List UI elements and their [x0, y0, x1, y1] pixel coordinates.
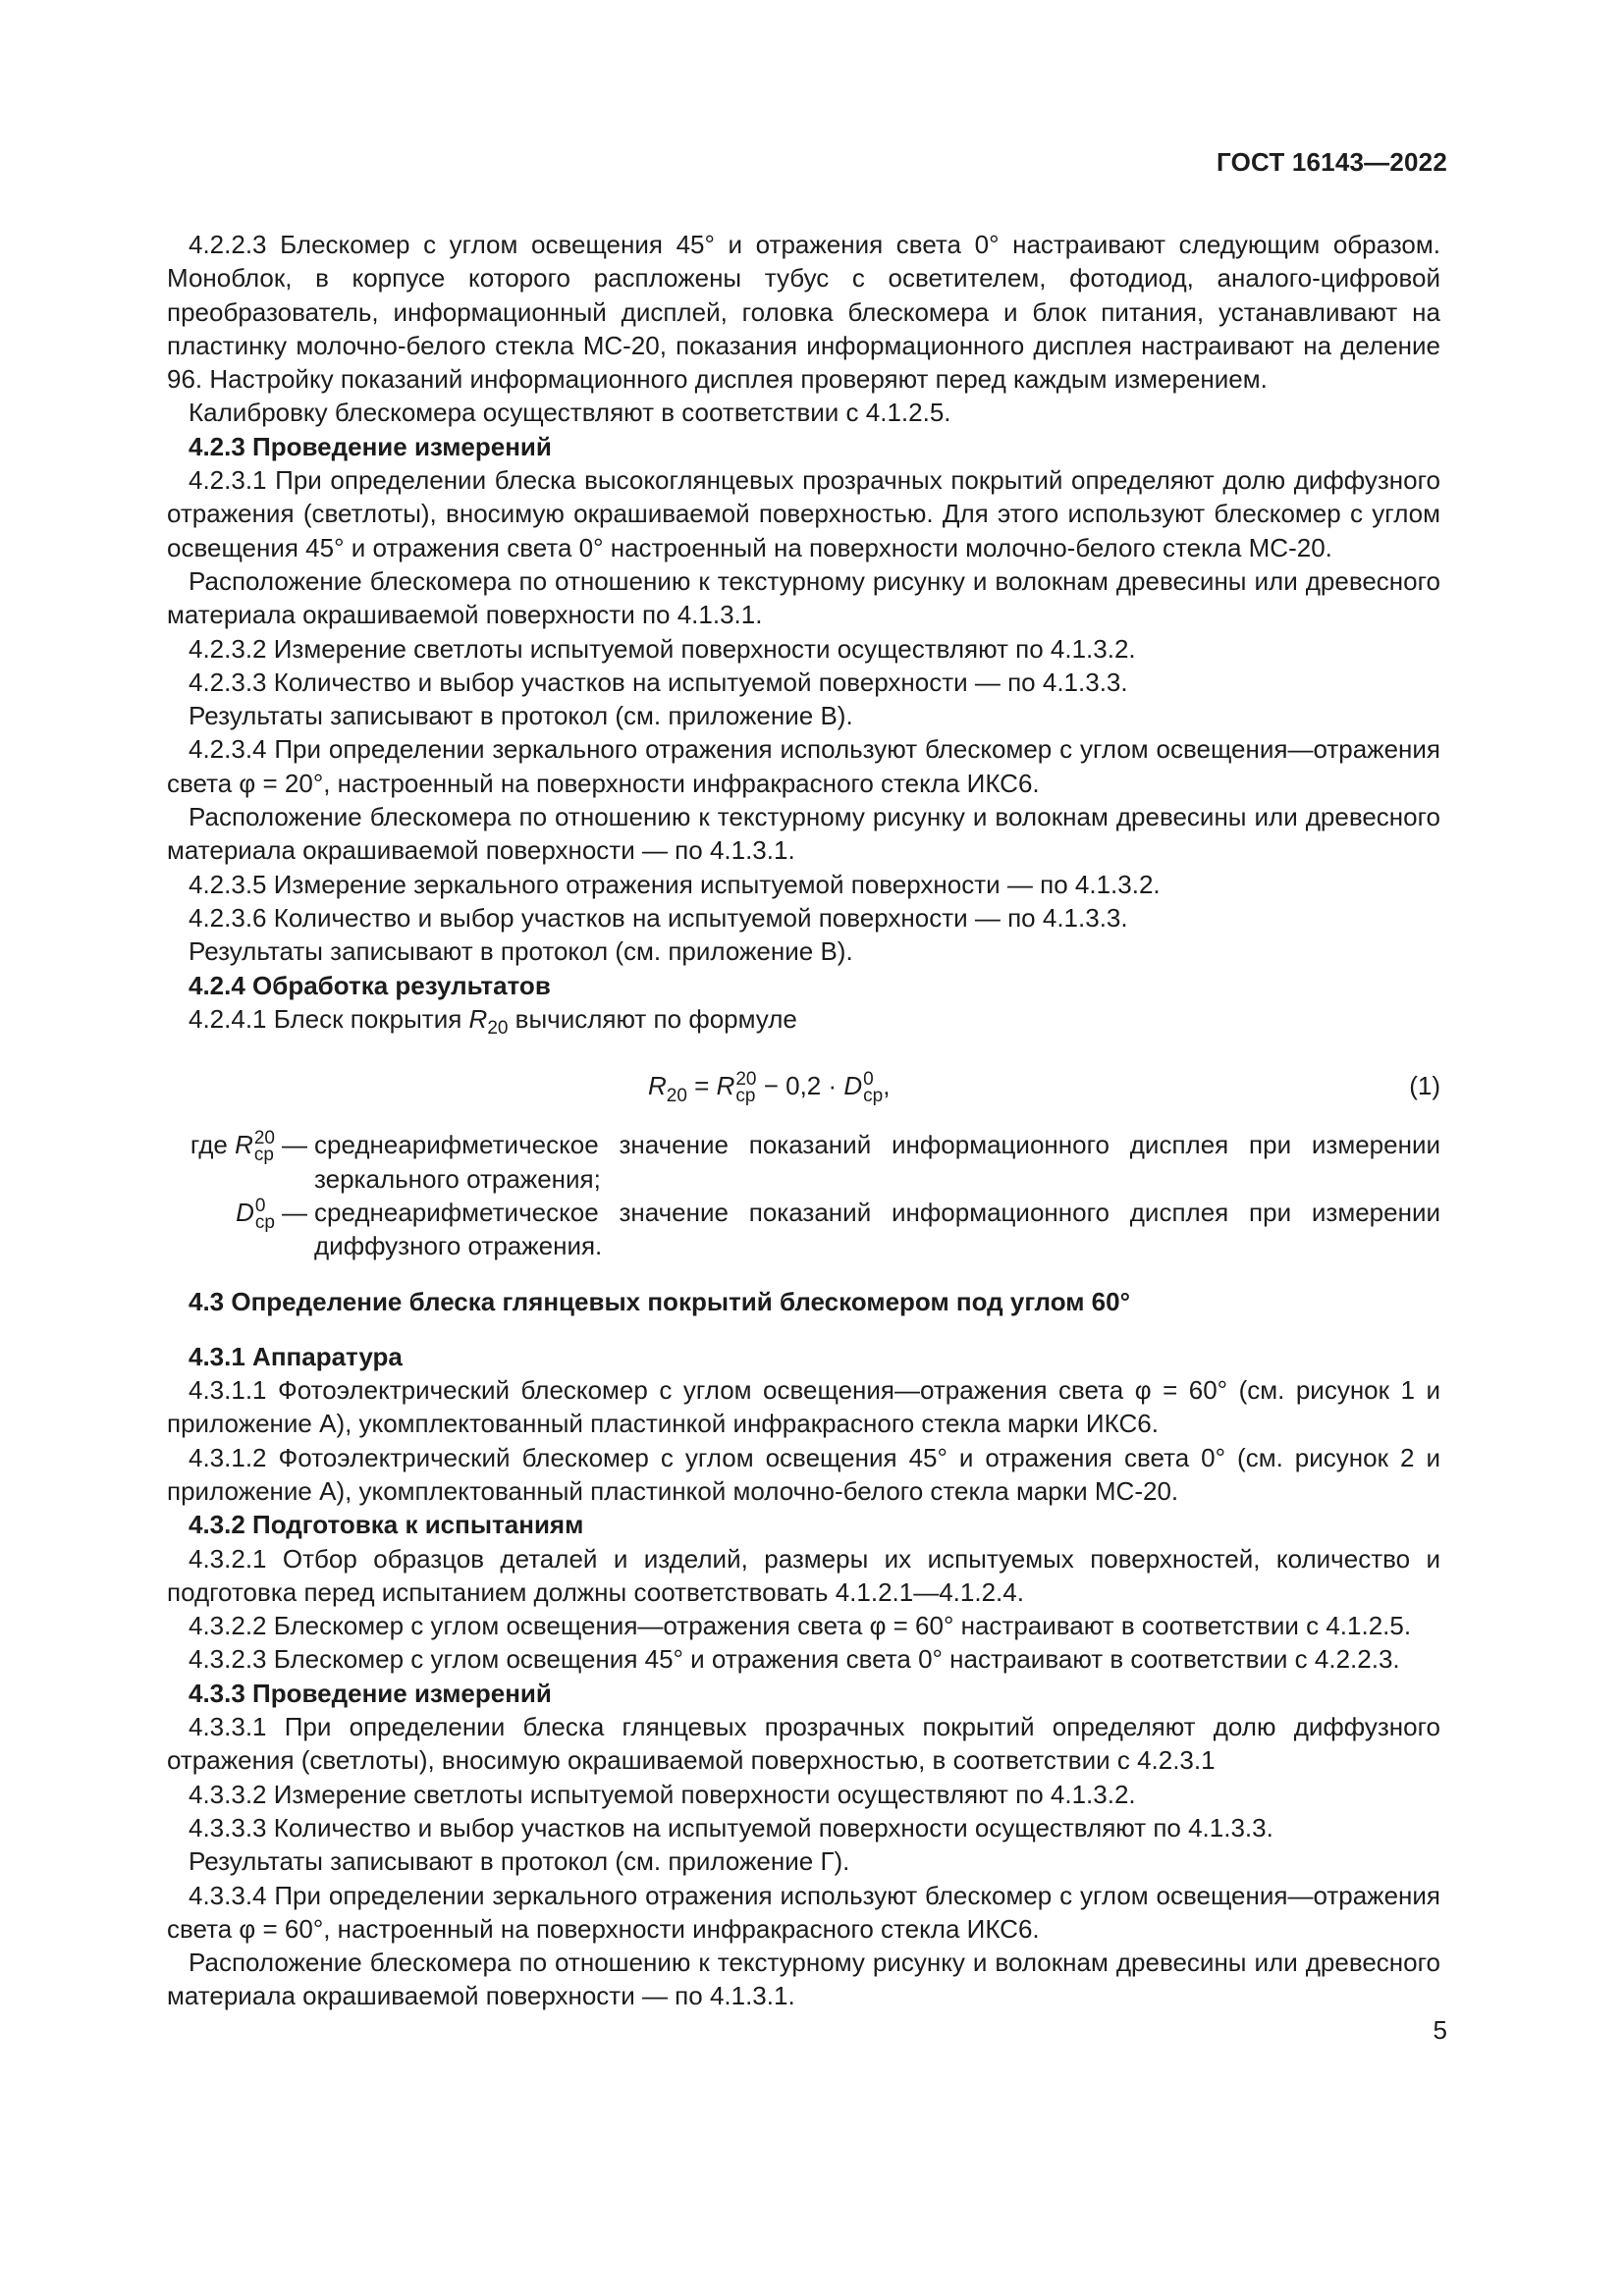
definition-r-sup: 20: [253, 1128, 275, 1149]
heading-4-2-3: 4.2.3 Проведение измерений: [189, 431, 552, 461]
heading-4-3-1: 4.3.1 Аппаратура: [189, 1341, 403, 1371]
definition-d-text: среднеарифметическое значение показаний информационного дисплея при измерении диффузного отражения.: [314, 1197, 1440, 1261]
paragraph-calibration: Калибровку блескомера осуществляют в соответствии с 4.1.2.5.: [189, 398, 951, 428]
formula-equals: =: [686, 1071, 717, 1101]
paragraph-4-3-3-2: 4.3.3.2 Измерение светлоты испытуемой поверхности осуществляют по 4.1.3.2.: [189, 1779, 1136, 1809]
formula-lhs-subscript: 20: [666, 1085, 687, 1106]
formula-d-sup: 0: [863, 1069, 874, 1091]
formula-d-indices: [863, 1069, 884, 1107]
heading-4-3-3: 4.3.3 Проведение измерений: [189, 1678, 552, 1708]
definition-r-dash: —: [282, 1130, 307, 1160]
paragraph-4-2-3-4-position: Расположение блескомера по отношению к текстурному рисунку и волокнам древесины или древесного материала окрашиваемой поверхности — по 4.1.3.1.: [167, 802, 1440, 866]
paragraph-4-2-2-3: 4.2.2.3 Блескомер с углом освещения 45° и отражения света 0° настраивают следующим образом. Моноблок, в корпусе которого распложены тубус с осветителем, фотодиод, аналого-цифровой преобразователь, информационный дисплей, головка блескомера и блок питания, устанавливают на пластинку молочно-белого стекла МС-20, показания информационного дисплея настраивают на деление 96. Настройку показаний информационного дисплея проверяют перед каждым измерением.: [167, 230, 1440, 395]
paragraph-4-3-1-1: 4.3.1.1 Фотоэлектрический блескомер с углом освещения—отражения света φ = 60° (см. рисунок 1 и приложение А), укомплектованный пластинкой инфракрасного стекла марки ИКС6.: [167, 1375, 1440, 1439]
formula-r-sup: 20: [735, 1069, 757, 1091]
formula-end: ,: [883, 1071, 891, 1101]
paragraph-4-3-1-2: 4.3.1.2 Фотоэлектрический блескомер с углом освещения 45° и отражения света 0° (см. рисунок 2 и приложение А), укомплектованный пластинкой молочно-белого стекла марки МС-20.: [167, 1442, 1440, 1506]
paragraph-4-2-3-5: 4.2.3.5 Измерение зеркального отражения испытуемой поверхности — по 4.1.3.2.: [189, 869, 1161, 899]
paragraph-4-3-3-1: 4.3.3.1 При определении блеска глянцевых прозрачных покрытий определяют долю диффузного отражения (светлоты), вносимую окрашиваемой поверхностью, в соответствии с 4.2.3.1: [167, 1712, 1440, 1776]
definition-d-sup: 0: [254, 1196, 266, 1217]
paragraph-4-2-3-6-results: Результаты записывают в протокол (см. приложение В).: [189, 936, 853, 967]
definition-d: [167, 1196, 1440, 1263]
paragraph-4-2-3-6: 4.2.3.6 Количество и выбор участков на испытуемой поверхности — по 4.1.3.3.: [189, 902, 1128, 933]
formula-r-indices: [735, 1069, 757, 1107]
paragraph-4-3-3-4-position: Расположение блескомера по отношению к текстурному рисунку и волокнам древесины или древесного материала окрашиваемой поверхности — по 4.1.3.1.: [167, 1948, 1440, 2011]
heading-4-2-4: 4.2.4 Обработка результатов: [189, 970, 551, 1000]
formula-expression: [648, 1069, 890, 1112]
definition-r-sub: ср: [253, 1145, 274, 1166]
definition-r-symbol: [167, 1128, 275, 1166]
paragraph-4-2-3-1-position: Расположение блескомера по отношению к текстурному рисунку и волокнам древесины или древесного материала окрашиваемой поверхности по 4.1.3.1.: [167, 565, 1440, 630]
document-body: [167, 228, 1440, 2013]
paragraph-4-2-3-3: 4.2.3.3 Количество и выбор участков на испытуемой поверхности — по 4.1.3.3.: [189, 667, 1128, 697]
definition-d-dash: —: [282, 1197, 307, 1227]
paragraph-4-3-2-1: 4.3.2.1 Отбор образцов деталей и изделий, размеры их испытуемых поверхностей, количество и подготовка перед испытанием должны соответствовать 4.1.2.1—4.1.2.4.: [167, 1543, 1440, 1607]
definition-d-letter: D: [236, 1197, 254, 1227]
paragraph-4-2-3-4: 4.2.3.4 При определении зеркального отражения используют блескомер с углом освещения—отражения света φ = 20°, настроенный на поверхности инфракрасного стекла ИКС6.: [167, 734, 1440, 798]
text-4-2-4-1-pre: 4.2.4.1 Блеск покрытия: [189, 1003, 469, 1034]
paragraph-4-2-3-1: 4.2.3.1 При определении блеска высокоглянцевых прозрачных покрытий определяют долю диффузного отражения (светлоты), вносимую окрашиваемой поверхностью. Для этого используют блескомер с углом освещения 45° и отражения света 0° настроенный на поверхности молочно-белого стекла МС-20.: [167, 465, 1440, 562]
formula-r: R: [716, 1071, 735, 1101]
paragraph-4-3-2-3: 4.3.2.3 Блескомер с углом освещения 45° и отражения света 0° настраивают в соответствии с 4.2.2.3.: [189, 1644, 1400, 1675]
definition-r: [167, 1128, 1440, 1196]
definition-d-symbol: [167, 1196, 275, 1234]
formula-r-sub: ср: [735, 1086, 756, 1107]
page-number: 5: [1433, 2015, 1447, 2045]
symbol-r-subscript: 20: [487, 1018, 509, 1040]
formula-number: (1): [1409, 1071, 1440, 1101]
formula-d: D: [843, 1071, 863, 1101]
definition-where: где: [189, 1130, 228, 1160]
paragraph-4-3-3-3-results: Результаты записывают в протокол (см. приложение Г).: [189, 1846, 850, 1877]
definition-r-letter: R: [235, 1130, 253, 1160]
paragraph-4-2-4-1: [167, 1002, 1440, 1045]
paragraph-4-3-3-4: 4.3.3.4 При определении зеркального отражения используют блескомер с углом освещения—отражения света φ = 60°, настроенный на поверхности инфракрасного стекла ИКС6.: [167, 1880, 1440, 1944]
definitions: [167, 1128, 1440, 1262]
paragraph-4-3-3-3: 4.3.3.3 Количество и выбор участков на испытуемой поверхности осуществляют по 4.1.3.3.: [189, 1812, 1273, 1842]
formula-lhs: R: [648, 1071, 667, 1101]
heading-4-3: 4.3 Определение блеска глянцевых покрытий блескомером под углом 60°: [189, 1286, 1131, 1316]
heading-4-3-2: 4.3.2 Подготовка к испытаниям: [189, 1510, 584, 1540]
formula-d-sub: ср: [863, 1086, 884, 1107]
paragraph-4-2-3-3-results: Результаты записывают в протокол (см. приложение В).: [189, 701, 853, 731]
paragraph-4-3-2-2: 4.3.2.2 Блескомер с углом освещения—отражения света φ = 60° настраивают в соответствии с 4.1.2.5.: [189, 1611, 1412, 1641]
formula-1: [167, 1055, 1440, 1112]
definition-d-indices: [254, 1196, 275, 1234]
definition-d-sub: ср: [254, 1212, 275, 1234]
text-4-2-4-1-post: вычисляют по формуле: [508, 1003, 797, 1034]
formula-minus: − 0,2 ·: [756, 1071, 844, 1101]
definition-r-text: среднеарифметическое значение показаний информационного дисплея при измерении зеркального отражения;: [314, 1130, 1440, 1194]
symbol-r: R: [468, 1003, 488, 1034]
definition-r-indices: [253, 1128, 275, 1166]
paragraph-4-2-3-2: 4.2.3.2 Измерение светлоты испытуемой поверхности осуществляют по 4.1.3.2.: [189, 633, 1136, 664]
document-header-id: ГОСТ 16143—2022: [1217, 147, 1447, 177]
